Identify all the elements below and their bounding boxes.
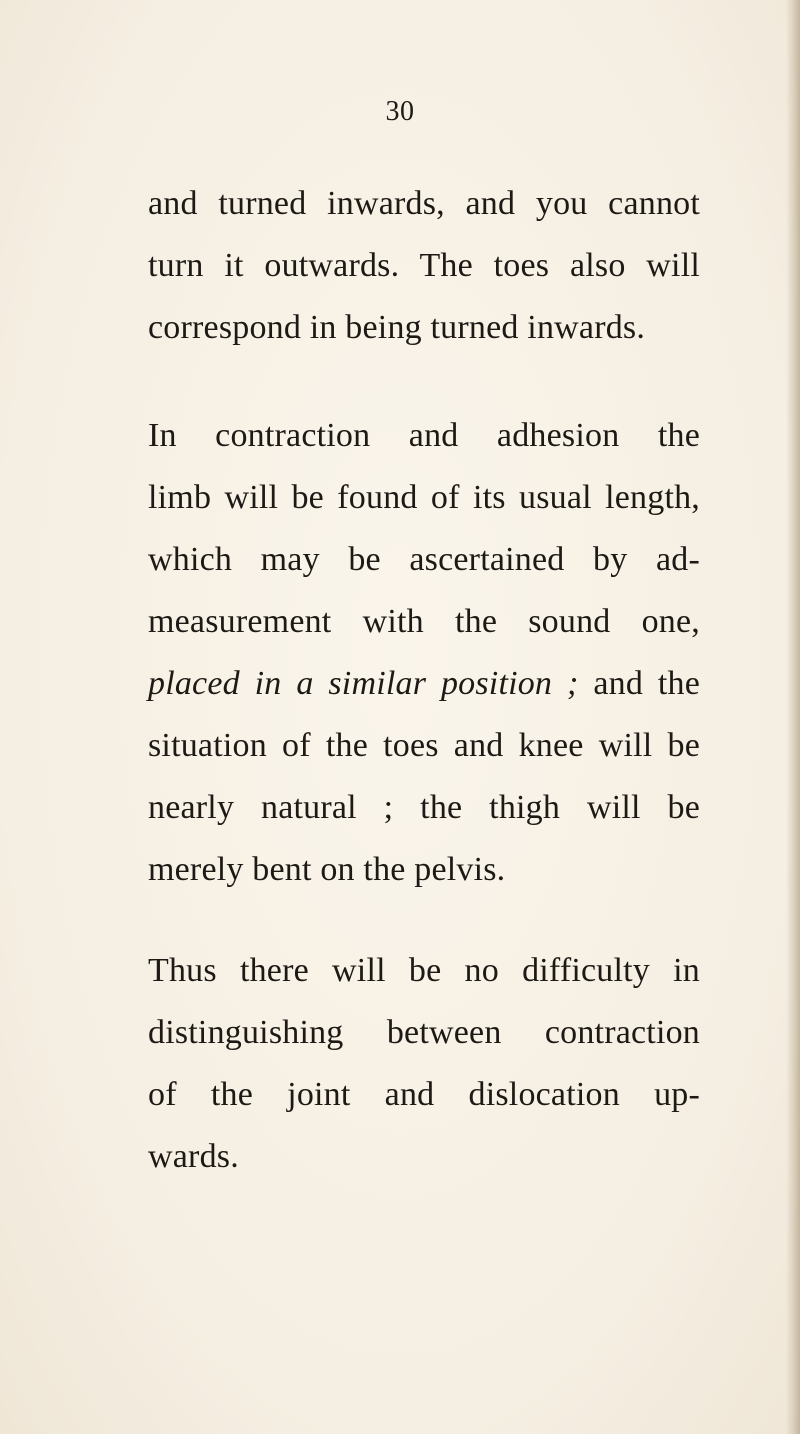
text-line: wards. [148,1138,239,1175]
text-line: turn it outwards. The toes also will [148,247,700,284]
italic-phrase: placed in a similar position ; [148,665,579,702]
text-line: Thus there will be no difficulty in [148,952,700,989]
text-line: and turned inwards, and you cannot [148,185,700,222]
page-number: 30 [385,96,415,127]
text-line-italic [148,653,700,715]
text-line: In contraction and adhesion the [148,417,700,454]
text-line: correspond in being turned inwards. [148,309,646,346]
text-line: situation of the toes and knee will be [148,727,700,764]
italic-line-rest: and the [578,665,700,702]
page-edge-shadow [786,0,800,1434]
text-line: measurement with the sound one, [148,603,700,640]
text-line: which may be ascertained by ad- [148,541,700,578]
text-line: of the joint and dislocation up- [148,1076,700,1113]
text-line: merely bent on the pelvis. [148,851,506,888]
text-line: distinguishing between contraction [148,1014,700,1051]
paragraph-3 [148,940,700,1188]
text-line: limb will be found of its usual length, [148,479,700,516]
paragraph-1 [148,173,700,359]
paragraph-2 [148,405,700,901]
text-line: nearly natural ; the thigh will be [148,789,700,826]
